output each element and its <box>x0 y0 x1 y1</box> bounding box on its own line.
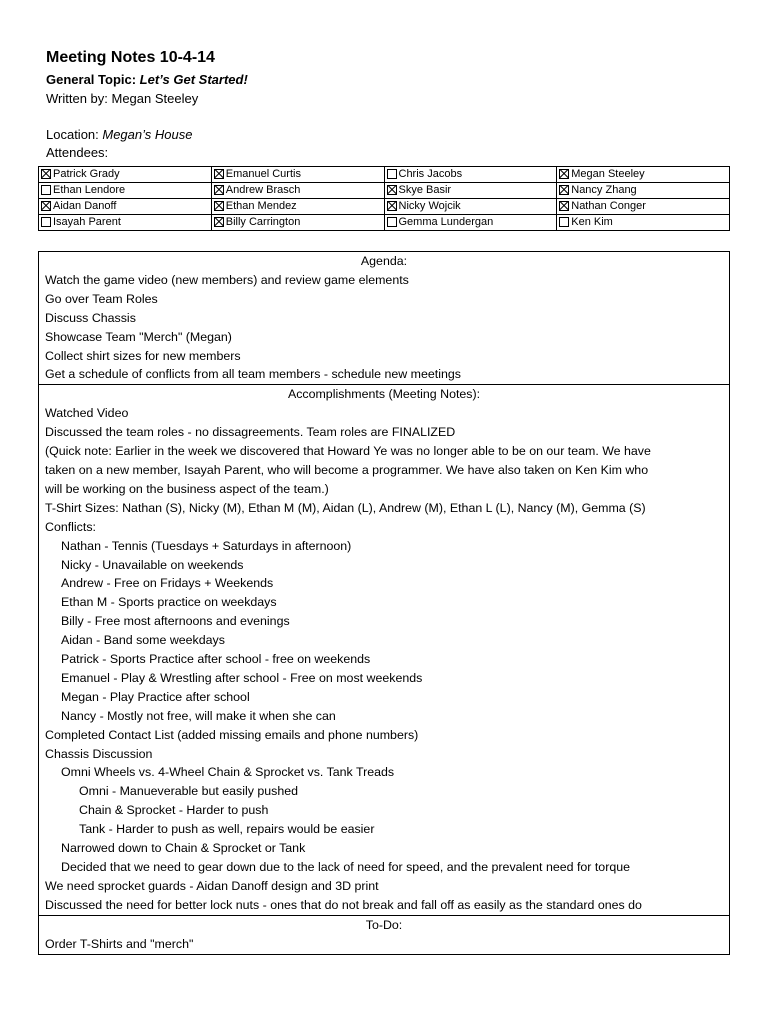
note-line: Nancy - Mostly not free, will make it when she can <box>61 708 336 723</box>
checked-checkbox[interactable] <box>559 169 569 179</box>
attendee-row <box>39 167 730 183</box>
checked-checkbox[interactable] <box>559 201 569 211</box>
unchecked-checkbox[interactable] <box>387 169 397 179</box>
agenda-item: Go over Team Roles <box>45 291 158 306</box>
note-line: Nicky - Unavailable on weekends <box>61 557 244 572</box>
attendee-name: Andrew Brasch <box>225 184 301 196</box>
note-line: Discussed the team roles - no dissagreements. Team roles are FINALIZED <box>45 425 456 440</box>
unchecked-checkbox[interactable] <box>387 217 397 227</box>
agenda-section <box>39 252 729 384</box>
attendees-table <box>38 166 730 231</box>
agenda-item: Get a schedule of conflicts from all team members - schedule new meetings <box>45 367 461 382</box>
note-line: Chain & Sprocket - Harder to push <box>79 803 269 818</box>
agenda-item: Watch the game video (new members) and review game elements <box>45 272 409 287</box>
note-line: Conflicts: <box>45 519 96 534</box>
attendee-cell <box>557 215 730 231</box>
attendee-cell <box>211 215 384 231</box>
location-label: Location: <box>46 127 103 142</box>
unchecked-checkbox[interactable] <box>41 217 51 227</box>
attendee-name: Aidan Danoff <box>53 200 117 212</box>
attendee-name: Patrick Grady <box>53 168 120 180</box>
attendee-cell <box>557 199 730 215</box>
attendee-name: Ethan Lendore <box>53 184 126 196</box>
note-line: Omni Wheels vs. 4-Wheel Chain & Sprocket vs. Tank Treads <box>61 765 395 780</box>
attendee-cell <box>211 183 384 199</box>
attendee-name: Ethan Mendez <box>225 200 297 212</box>
accomplishments-heading: Accomplishments (Meeting Notes): <box>287 387 481 402</box>
checked-checkbox[interactable] <box>559 185 569 195</box>
attendee-name: Nathan Conger <box>571 200 646 212</box>
attendee-cell <box>211 199 384 215</box>
todo-list <box>45 935 729 954</box>
note-line: Emanuel - Play & Wrestling after school - Free on most weekends <box>61 670 423 685</box>
attendee-cell <box>557 183 730 199</box>
note-line: Billy - Free most afternoons and evenings <box>61 614 290 629</box>
accomplishments-list <box>45 404 729 914</box>
attendees-label: Attendees: <box>46 145 109 160</box>
accomplishments-section <box>39 384 729 914</box>
agenda-heading: Agenda: <box>360 254 408 268</box>
todo-heading: To-Do: <box>365 917 403 932</box>
attendee-cell <box>39 199 212 215</box>
document-title: Meeting Notes 10-4-14 <box>46 49 215 66</box>
note-line: Completed Contact List (added missing emails and phone numbers) <box>45 727 419 742</box>
checked-checkbox[interactable] <box>214 185 224 195</box>
agenda-item: Discuss Chassis <box>45 310 136 325</box>
note-line: taken on a new member, Isayah Parent, who will become a programmer. We have also taken on Ken Kim who <box>45 462 649 477</box>
meeting-notes-box <box>38 251 730 955</box>
location-value: Megan’s House <box>102 127 193 142</box>
unchecked-checkbox[interactable] <box>41 185 51 195</box>
note-line: Nathan - Tennis (Tuesdays + Saturdays in afternoon) <box>61 538 352 553</box>
attendee-name: Skye Basir <box>398 184 452 196</box>
attendee-name: Megan Steeley <box>571 168 645 180</box>
checked-checkbox[interactable] <box>214 217 224 227</box>
todo-item: Order T-Shirts and "merch" <box>45 936 194 951</box>
note-line: Watched Video <box>45 406 129 421</box>
attendee-cell <box>384 167 557 183</box>
attendee-name: Gemma Lundergan <box>398 216 494 228</box>
note-line: Narrowed down to Chain & Sprocket or Tank <box>61 841 306 856</box>
note-line: Omni - Manueverable but easily pushed <box>79 784 299 799</box>
attendee-cell <box>384 183 557 199</box>
checked-checkbox[interactable] <box>41 169 51 179</box>
attendee-row <box>39 199 730 215</box>
agenda-item: Showcase Team "Merch" (Megan) <box>45 329 232 344</box>
checked-checkbox[interactable] <box>214 201 224 211</box>
note-line: Aidan - Band some weekdays <box>61 633 225 648</box>
attendee-name: Billy Carrington <box>225 216 301 228</box>
note-line: We need sprocket guards - Aidan Danoff design and 3D print <box>45 878 379 893</box>
note-line: Megan - Play Practice after school <box>61 689 250 704</box>
attendee-cell <box>384 199 557 215</box>
attendee-row <box>39 215 730 231</box>
attendee-cell <box>39 215 212 231</box>
attendee-name: Isayah Parent <box>53 216 121 228</box>
attendee-cell <box>39 183 212 199</box>
note-line: Andrew - Free on Fridays + Weekends <box>61 576 274 591</box>
agenda-item: Collect shirt sizes for new members <box>45 348 241 363</box>
general-topic <box>46 70 248 90</box>
attendee-cell <box>39 167 212 183</box>
topic-label: General Topic: <box>46 72 140 87</box>
topic-value: Let’s Get Started! <box>139 72 248 87</box>
checked-checkbox[interactable] <box>214 169 224 179</box>
document-header <box>46 48 248 162</box>
note-line: will be working on the business aspect of the team.) <box>45 481 329 496</box>
attendee-cell <box>211 167 384 183</box>
location <box>46 126 248 144</box>
note-line: Discussed the need for better lock nuts - ones that do not break and fall off as easily as the standard ones do <box>45 897 642 912</box>
note-line: Patrick - Sports Practice after school - free on weekends <box>61 652 371 667</box>
note-line: Ethan M - Sports practice on weekdays <box>61 595 277 610</box>
attendee-name: Ken Kim <box>571 216 613 228</box>
written-by: Written by: Megan Steeley <box>46 91 199 106</box>
agenda-list <box>45 271 729 384</box>
todo-section <box>39 915 729 954</box>
attendee-name: Nicky Wojcik <box>398 200 461 212</box>
note-line: Chassis Discussion <box>45 746 153 761</box>
note-line: Decided that we need to gear down due to the lack of need for speed, and the prevalent need for torque <box>61 860 630 874</box>
unchecked-checkbox[interactable] <box>559 217 569 227</box>
checked-checkbox[interactable] <box>387 201 397 211</box>
attendee-name: Emanuel Curtis <box>225 168 301 180</box>
attendee-row <box>39 183 730 199</box>
checked-checkbox[interactable] <box>387 185 397 195</box>
note-line: Tank - Harder to push as well, repairs would be easier <box>79 822 375 837</box>
attendee-name: Nancy Zhang <box>571 184 637 196</box>
note-line: (Quick note: Earlier in the week we discovered that Howard Ye was no longer able to be on our team. We have <box>45 444 651 459</box>
attendee-cell <box>557 167 730 183</box>
note-line: T-Shirt Sizes: Nathan (S), Nicky (M), Ethan M (M), Aidan (L), Andrew (M), Ethan L (L), Nancy (M), Gemma (S) <box>45 500 646 515</box>
attendee-cell <box>384 215 557 231</box>
attendee-name: Chris Jacobs <box>398 168 463 180</box>
checked-checkbox[interactable] <box>41 201 51 211</box>
